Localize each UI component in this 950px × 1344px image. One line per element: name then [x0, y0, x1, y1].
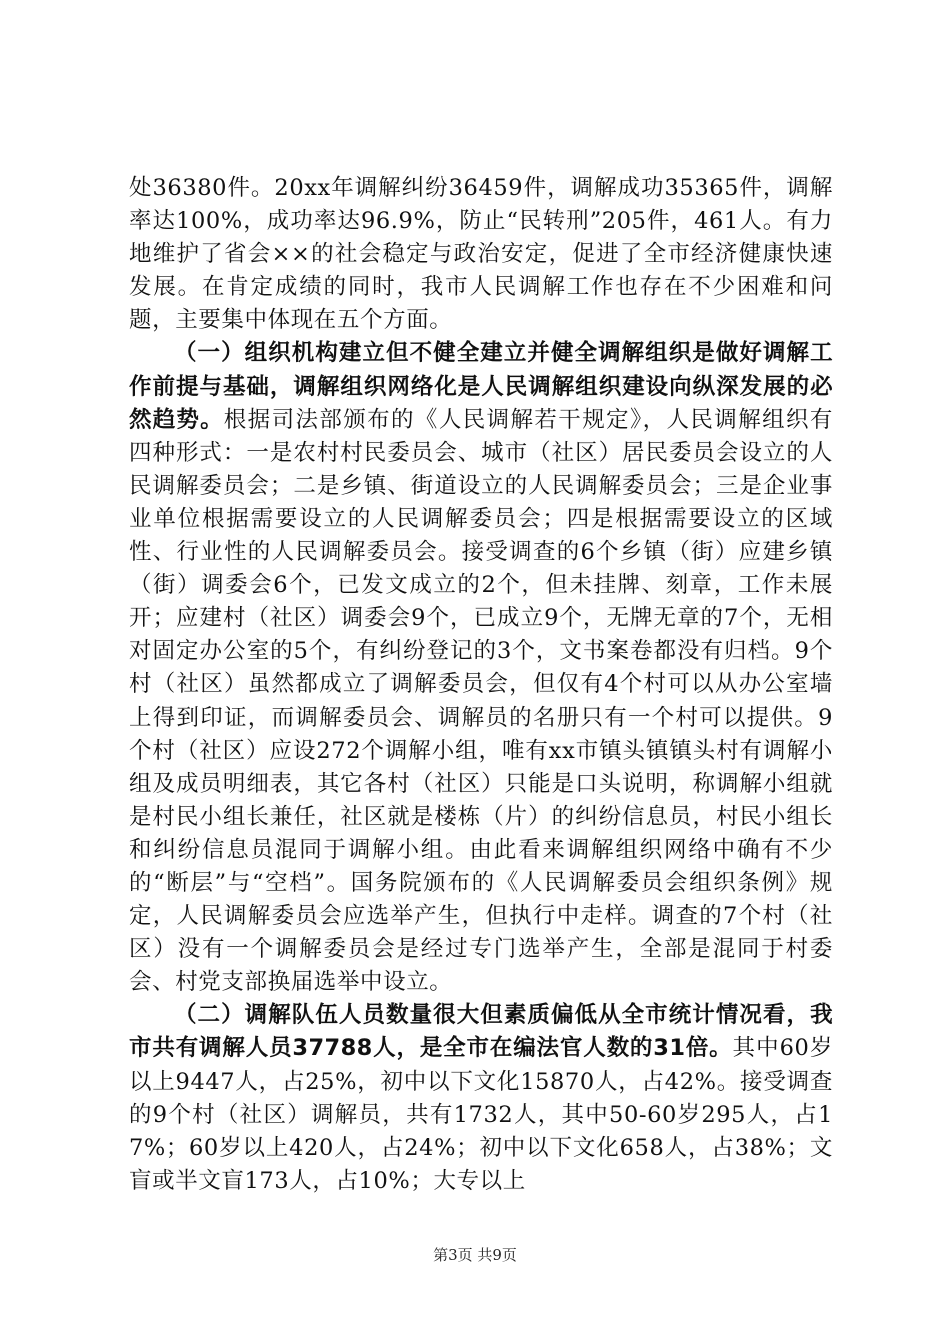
paragraph-team	[129, 999, 833, 1198]
paragraph-text: 处36380件。20xx年调解纠纷36459件，调解成功35365件，调解率达100%，成功率达96.9%，防止“民转刑”205件，461人。有力地维护了省会××的社会稳定与政治安定，促进了全市经济健康快速发展。在肯定成绩的同时，我市人民调解工作也存在不少困难和问题，主要集中体现在五个方面。	[129, 175, 833, 334]
paragraph-organization	[129, 337, 833, 999]
paragraph-statistics	[129, 172, 833, 337]
paragraph-text: 根据司法部颁布的《人民调解若干规定》，人民调解组织有四种形式：一是农村村民委员会、城市（社区）居民委员会设立的人民调解委员会；二是乡镇、街道设立的人民调解委员会；三是企业事业单位根据需要设立的人民调解委员会；四是根据需要设立的区域性、行业性的人民调解委员会。接受调查的6个乡镇（街）应建乡镇（街）调委会6个，已发文成立的2个，但未挂牌、刻章，工作未展开；应建村（社区）调委会9个，已成立9个，无牌无章的7个，无相对固定办公室的5个，有纠纷登记的3个，文书案卷都没有归档。9个村（社区）虽然都成立了调解委员会，但仅有4个村可以从办公室墙上得到印证，而调解委员会、调解员的名册只有一个村可以提供。9个村（社区）应设272个调解小组，唯有xx市镇头镇镇头村有调解小组及成员明细表，其它各村（社区）只能是口头说明，称调解小组就是村民小组长兼任，社区就是楼栋（片）的纠纷信息员，村民小组长和纠纷信息员混同于调解小组。由此看来调解组织网络中确有不少的“断层”与“空档”。国务院颁布的《人民调解委员会组织条例》规定，人民调解委员会应选举产生，但执行中走样。调查的7个村（社区）没有一个调解委员会是经过专门选举产生，全部是混同于村委会、村党支部换届选举中设立。	[129, 406, 833, 996]
section-heading-organization: （一）组织机构建立但不健全建立并健全调解组织是做好调解工作前提与基础，调解组织网络化是人民调解组织建设向纵深发展的必然趋势。	[129, 340, 833, 433]
paragraph-text: 其中60岁以上9447人，占25%，初中以下文化15870人，占42%。接受调查的9个村（社区）调解员，共有1732人，其中50-60岁295人，占17%；60岁以上420人，占24%；初中以下文化658人，占38%；文盲或半文盲173人，占10%；大专以上	[129, 1035, 833, 1194]
section-heading-team: （二）调解队伍人员数量很大但素质偏低从全市统计情况看，我市共有调解人员37788人，是全市在编法官人数的31倍。	[129, 1002, 833, 1062]
page-number-footer: 第3页 共9页	[433, 1246, 517, 1264]
document-body	[129, 172, 833, 1198]
